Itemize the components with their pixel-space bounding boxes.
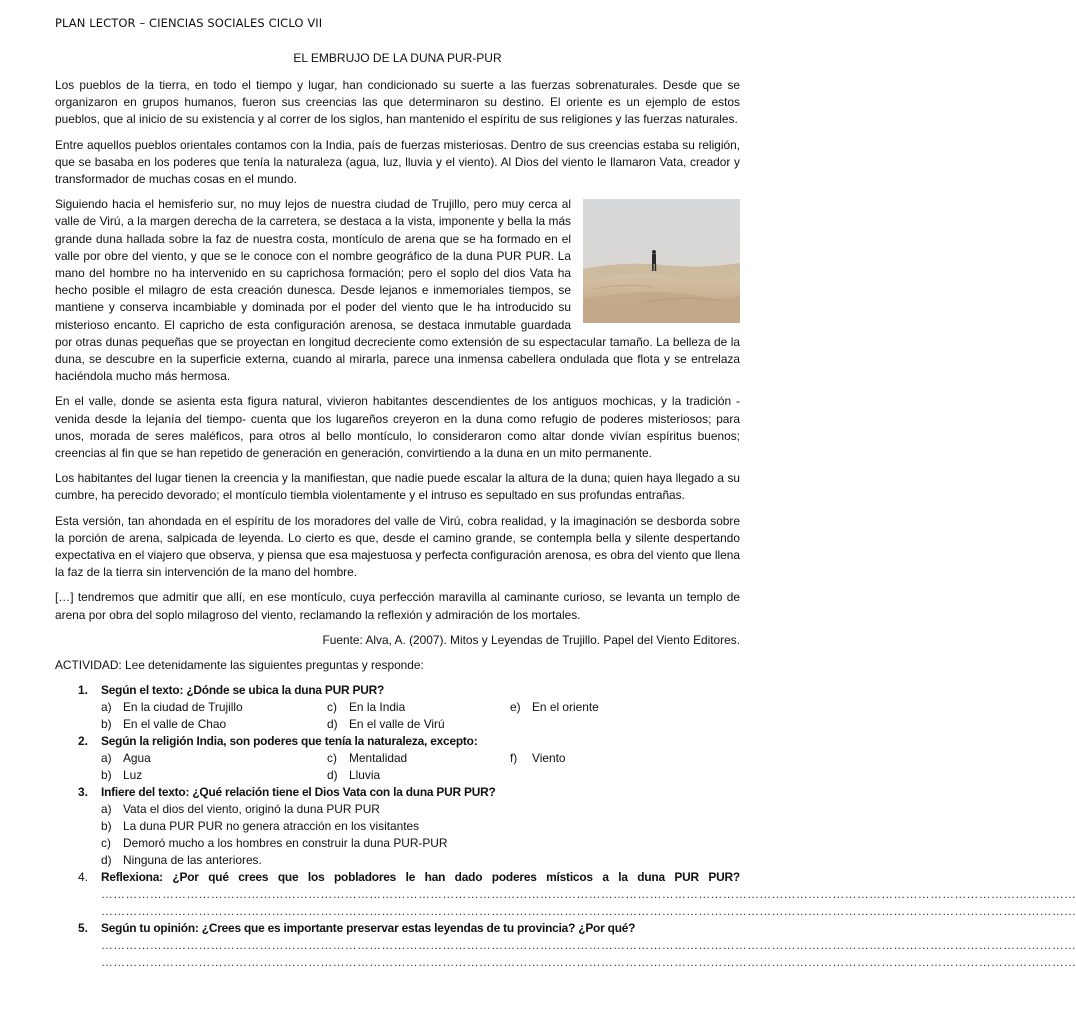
question-1 xyxy=(55,682,740,733)
paragraph-5: Los habitantes del lugar tienen la creencia y la manifiestan, que nadie puede escalar la altura de la duna; quien haya llegado a su cumbre, ha perecido devorado; el montículo tiembla violentamente y el intruso es sepultado en sus profundas entrañas. xyxy=(55,471,740,503)
question-text: Según el texto: ¿Dónde se ubica la duna PUR PUR? xyxy=(101,683,385,698)
question-text: Infiere del texto: ¿Qué relación tiene el Dios Vata con la duna PUR PUR? xyxy=(101,785,496,800)
questions-list xyxy=(55,682,1076,971)
option[interactable]: b) En el valle de Chao xyxy=(101,717,227,732)
option[interactable]: f) Viento xyxy=(510,751,566,766)
question-4 xyxy=(55,869,1076,920)
option[interactable]: c) Demoró mucho a los hombres en construir la duna PUR-PUR xyxy=(101,836,448,851)
option[interactable]: c) Mentalidad xyxy=(327,751,408,766)
dune-photo xyxy=(583,199,740,323)
question-3 xyxy=(55,784,740,869)
question-2 xyxy=(55,733,740,784)
question-options xyxy=(101,801,740,869)
option[interactable]: a) Vata el dios del viento, originó la duna PUR PUR xyxy=(101,802,380,817)
answer-line[interactable]: …………………………………………………………………………………………………………………………………………………………………………………………………………………… xyxy=(101,955,1076,970)
reading-title: EL EMBRUJO DE LA DUNA PUR-PUR xyxy=(293,51,502,65)
question-options xyxy=(101,750,740,784)
question-text: Según tu opinión: ¿Crees que es importante preservar estas leyendas de tu provincia? ¿Por qué? xyxy=(101,921,636,936)
dune-photo-illustration xyxy=(583,199,740,323)
question-number: 2. xyxy=(78,734,88,749)
reading-body xyxy=(55,77,1076,971)
question-number: 3. xyxy=(78,785,88,800)
question-text: Reflexiona: ¿Por qué crees que los pobladores le han dado poderes místicos a la duna PUR PUR? xyxy=(101,870,740,885)
option[interactable]: b) La duna PUR PUR no genera atracción en los visitantes xyxy=(101,819,420,834)
answer-line[interactable]: …………………………………………………………………………………………………………………………………………………………………………………………………………………… xyxy=(101,904,1076,919)
option[interactable]: c) En la India xyxy=(327,700,406,715)
question-number: 4. xyxy=(78,870,88,885)
option[interactable]: d) Ninguna de las anteriores. xyxy=(101,853,262,868)
option[interactable]: e) En el oriente xyxy=(510,700,599,715)
answer-line[interactable]: …………………………………………………………………………………………………………………………………………………………………………………………………………………… xyxy=(101,938,1076,953)
answer-line[interactable]: …………………………………………………………………………………………………………………………………………………………………………………………………………………… xyxy=(101,887,1076,902)
option[interactable]: b) Luz xyxy=(101,768,143,783)
option-empty xyxy=(510,716,710,733)
option[interactable]: a) En la ciudad de Trujillo xyxy=(101,700,243,715)
question-number: 5. xyxy=(78,921,88,936)
option[interactable]: d) Lluvia xyxy=(327,768,381,783)
document-header: PLAN LECTOR – CIENCIAS SOCIALES CICLO VII xyxy=(55,16,323,30)
question-text: Según la religión India, son poderes que tenía la naturaleza, excepto: xyxy=(101,734,478,749)
paragraph-2: Entre aquellos pueblos orientales contamos con la India, país de fuerzas misteriosas. Dentro de sus creencias estaba su religión, que se basaba en los poderes que tenía la naturaleza (agua, luz, lluvia y el viento). Al Dios del viento le llamaron Vata, creador y transformador de muchas cosas en el mundo. xyxy=(55,137,740,187)
option[interactable]: a) Agua xyxy=(101,751,151,766)
option-empty xyxy=(510,767,710,784)
question-options xyxy=(101,699,740,733)
paragraph-6: Esta versión, tan ahondada en el espíritu de los moradores del valle de Virú, cobra realidad, y la imaginación se desborda sobre la porción de arena, salpicada de leyenda. Lo cierto es que, desde el camino grande, se contempla bella y silente despertando expectativa en el viajero que observa, y piensa que esa majestuosa y perfecta configuración arenosa, es obra del viento que llena la faz de la tierra sin intervención de la mano del hombre. xyxy=(55,513,740,580)
paragraph-7: […] tendremos que admitir que allí, en ese montículo, cuya perfección maravilla al caminante curioso, se levanta un templo de arena por obra del soplo milagroso del viento, reclamando la reflexión y admiración de los mortales. xyxy=(55,590,740,622)
activity-instructions: ACTIVIDAD: Lee detenidamente las siguientes preguntas y responde: xyxy=(55,658,424,673)
question-5 xyxy=(55,920,1076,971)
option[interactable]: d) En el valle de Virú xyxy=(327,717,445,732)
source-citation: Fuente: Alva, A. (2007). Mitos y Leyendas de Trujillo. Papel del Viento Editores. xyxy=(322,632,740,647)
question-number: 1. xyxy=(78,683,88,698)
paragraph-3: Siguiendo hacia el hemisferio sur, no muy lejos de nuestra ciudad de Trujillo, pero muy cerca al valle de Virú, a la margen derecha de la carretera, se destaca a la vista, imponente y bella la más grande duna hallada sobre la faz de nuestra costa, montículo de arena que se ha formado en el valle por obre del viento, y que se le conoce con el nombre geográfico de la duna PUR PUR. La mano del hombre no ha intervenido en su caprichosa formación; pero el soplo del dios Vata ha hecho posible el milagro de esta creación dunesca. Desde lejanos e inmemoriales tiempos, se mantiene y conserva incambiable y dominada por el poder del viento que le ha introducido su misterioso encanto. El capricho de esta configuración arenosa, se destaca inmutable guardada por otras dunas pequeñas que se proyectan en longitud decreciente como extensión de su espectacular tamaño. La belleza de la duna, se descubre en la superficie externa, cuando al mirarla, parece una inmensa cabellera ondulada que flota y se entrelaza haciéndola mucho más hermosa. xyxy=(55,197,740,384)
paragraph-1: Los pueblos de la tierra, en todo el tiempo y lugar, han condicionado su suerte a las fuerzas sobrenaturales. Desde que se organizaron en grupos humanos, fueron sus creencias las que determinaron su destino. El oriente es un ejemplo de estos pueblos, que al inicio de su existencia y al correr de los siglos, han mantenido el espíritu de sus religiones y las fuerzas naturales. xyxy=(55,78,740,127)
paragraph-4: En el valle, donde se asienta esta figura natural, vivieron habitantes descendientes de los antiguos mochicas, y la tradición -venida desde la lejanía del tiempo- cuenta que los lugareños creyeron en la duna como refugio de poderes misteriosos; para unos, morada de seres maléficos, para otros al bello montículo, lo consideraron como altar donde vivían espíritus buenos; creencias al fin que se han repetido de generación en generación, convirtiendo a la duna en un mito permanente. xyxy=(55,394,740,461)
